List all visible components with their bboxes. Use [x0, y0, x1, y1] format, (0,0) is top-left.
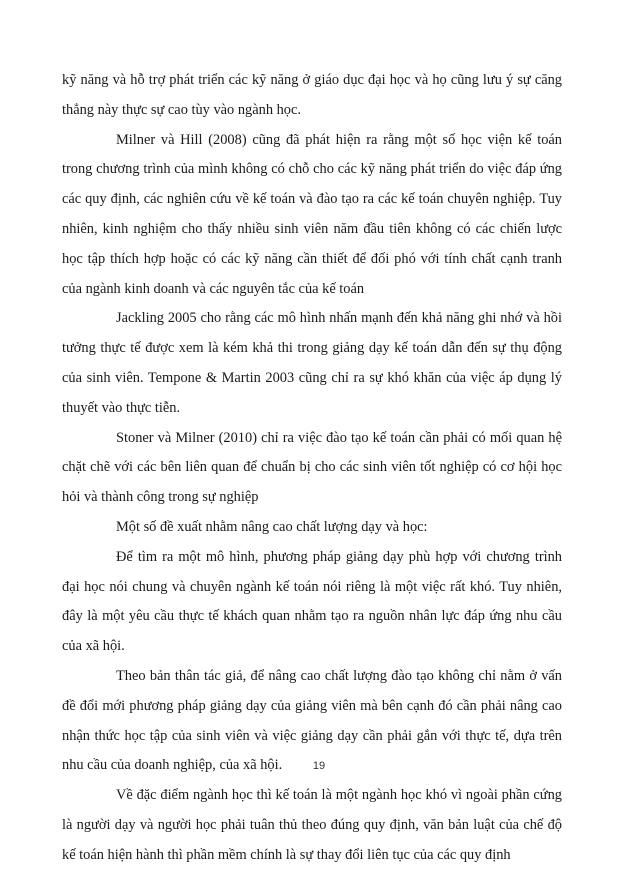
paragraph-milner-hill: Milner và Hill (2008) cũng đã phát hiện ra rằng một số học viện kế toán trong chương trình của mình không có chỗ cho các kỹ năng phát triển do việc đáp ứng các quy định, các nghiên cứu về kế toán và đào tạo ra các kế toán chuyên nghiệp. Tuy nhiên, kinh nghiệm cho thấy nhiều sinh viên năm đầu tiên không có các chiến lược học tập thích hợp hoặc có các kỹ năng cần thiết để đối phó với tính chất cạnh tranh của ngành kinh doanh và các nguyên tắc của kế toán [62, 131, 562, 297]
paragraph-jackling: Jackling 2005 cho rằng các mô hình nhấn mạnh đến khả năng ghi nhớ và hồi tưởng thực tế được xem là kém khả thi trong giảng dạy kế toán dẫn đến sự thụ động của sinh viên. Tempone & Martin 2003 cũng chỉ ra sự khó khăn của việc áp dụng lý thuyết vào thực tiễn. [62, 310, 562, 416]
paragraph-author-view: Theo bản thân tác giả, để nâng cao chất lượng đào tạo không chỉ nằm ở vấn đề đổi mới phương pháp giảng dạy của giảng viên mà bên cạnh đó cần phải nâng cao nhận thức học tập của sinh viên và việc giảng dạy cần phải gắn với thực tế, dựa trên nhu cầu của doanh nghiệp, của xã hội. [62, 667, 562, 774]
page-number: 19 [312, 760, 326, 772]
paragraph-continuation: kỹ năng và hỗ trợ phát triển các kỹ năng ở giáo dục đại học và họ cũng lưu ý sự căng thẳng này thực sự cao tùy vào ngành học. [62, 72, 562, 118]
paragraph-stoner-milner: Stoner và Milner (2010) chỉ ra việc đào tạo kế toán cần phải có mối quan hệ chặt chẽ với các bên liên quan để chuẩn bị cho các sinh viên tốt nghiệp có cơ hội học hỏi và thành công trong sự nghiệp [62, 429, 562, 506]
document-page [62, 66, 562, 871]
section-heading-proposals: Một số đề xuất nhằm nâng cao chất lượng dạy và học: [116, 518, 428, 535]
paragraph-teaching-model: Để tìm ra một mô hình, phương pháp giảng dạy phù hợp với chương trình đại học nói chung và chuyên ngành kế toán nói riêng là một việc rất khó. Tuy nhiên, đây là một yêu cầu thực tế khách quan nhằm tạo ra nguồn nhân lực đáp ứng nhu cầu của xã hội. [62, 548, 562, 655]
paragraph-accounting-characteristics: Về đặc điểm ngành học thì kế toán là một ngành học khó vì ngoài phần cứng là người dạy và người học phải tuân thủ theo đúng quy định, văn bản luật của chế độ kế toán hiện hành thì phần mềm chính là sự thay đổi liên tục của các quy định [62, 787, 562, 863]
